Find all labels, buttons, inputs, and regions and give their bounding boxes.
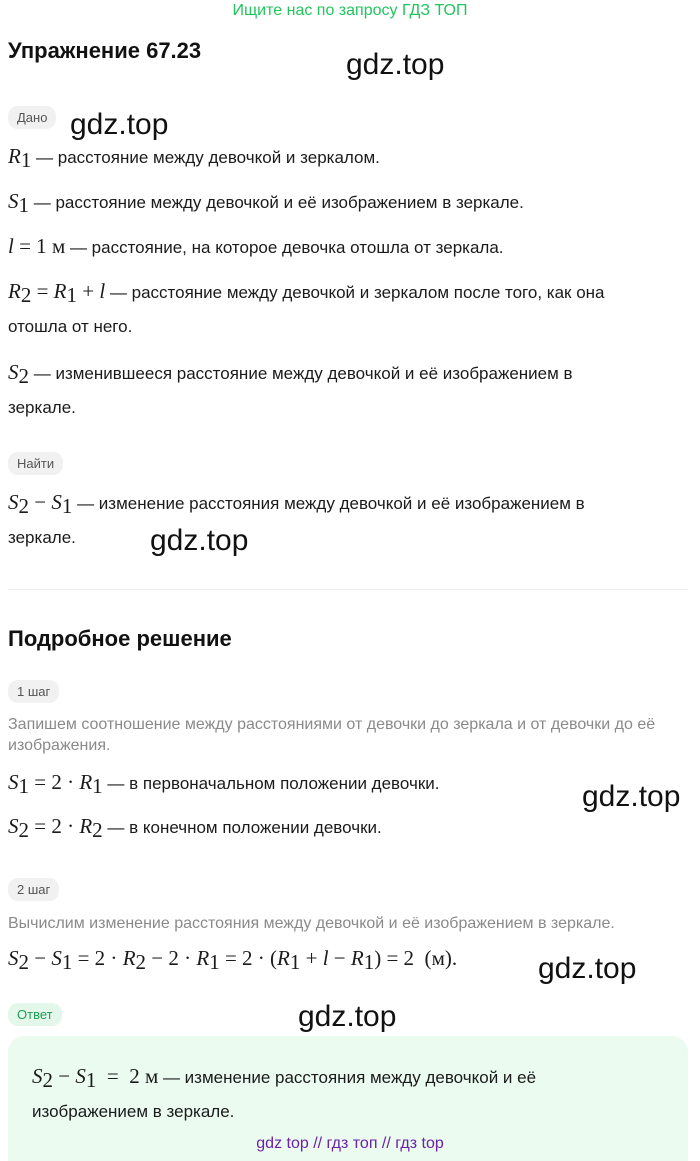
given-s2: $S_2$ — изменившееся расстояние между девочкой и её изображением в [8, 360, 573, 388]
find-chip: Найти [8, 452, 63, 475]
page-title: Упражнение 67.23 [8, 38, 202, 63]
given-s1: $S_1$ — расстояние между девочкой и её изображением в зеркале. [8, 189, 524, 217]
answer-chip: Ответ [8, 1003, 62, 1026]
step1-eq1: $S_1 = 2 \cdot R_1$ — в первоначальном положении девочки. [8, 770, 440, 798]
step1-chip: 1 шаг [8, 680, 59, 703]
watermark: gdz.top [298, 1000, 397, 1033]
given-chip-wrap [8, 106, 56, 129]
step1-desc: Запишем соотношение между расстояниями от девочки до зеркала и от девочки до её изображения. [8, 716, 656, 754]
find-line: $S_2 - S_1$ — изменение расстояния между девочкой и её изображением в [8, 490, 585, 518]
given-r2-cont: отошла от него. [8, 317, 133, 336]
solution-title: Подробное решение [8, 626, 232, 651]
given-l: l = 1 м — расстояние, на которое девочка отошла от зеркала. [8, 234, 504, 258]
find-chip-wrap [8, 452, 63, 475]
answer-chip-wrap [8, 1003, 62, 1026]
given-s2-cont: зеркале. [8, 398, 76, 417]
answer-line-cont: изображением в зеркале. [32, 1102, 235, 1121]
step2-desc: Вычислим изменение расстояния между девочкой и её изображением в зеркале. [8, 915, 615, 932]
find-line-cont: зеркале. [8, 528, 76, 547]
search-banner[interactable]: Ищите нас по запросу ГДЗ ТОП [232, 2, 468, 19]
step1-chip-wrap [8, 680, 59, 703]
answer-line: $S_2 - S_1 = 2$ м — изменение расстояния между девочкой и её [32, 1064, 537, 1092]
step2-chip-wrap [8, 878, 59, 901]
step2-chip: 2 шаг [8, 878, 59, 901]
watermark: gdz.top [582, 780, 681, 813]
step2-eq: $S_2 - S_1 = 2 \cdot R_2 - 2 \cdot R_1 = 2 \cdot (R_1 + l - R_1) = 2$ (м). [8, 946, 458, 974]
given-r2: $R_2 = R_1 + l$ — расстояние между девочкой и зеркалом после того, как она [8, 279, 605, 307]
step1-eq2: $S_2 = 2 \cdot R_2$ — в конечном положении девочки. [8, 814, 382, 842]
watermark: gdz.top [70, 108, 169, 141]
given-chip: Дано [8, 106, 56, 129]
watermark: gdz.top [346, 48, 445, 81]
divider [8, 589, 688, 590]
footer-links[interactable]: gdz top // гдз топ // гдз top [256, 1135, 444, 1152]
given-r1: $R_1$ — расстояние между девочкой и зеркалом. [8, 144, 380, 172]
watermark: gdz.top [150, 524, 249, 557]
watermark: gdz.top [538, 952, 637, 985]
